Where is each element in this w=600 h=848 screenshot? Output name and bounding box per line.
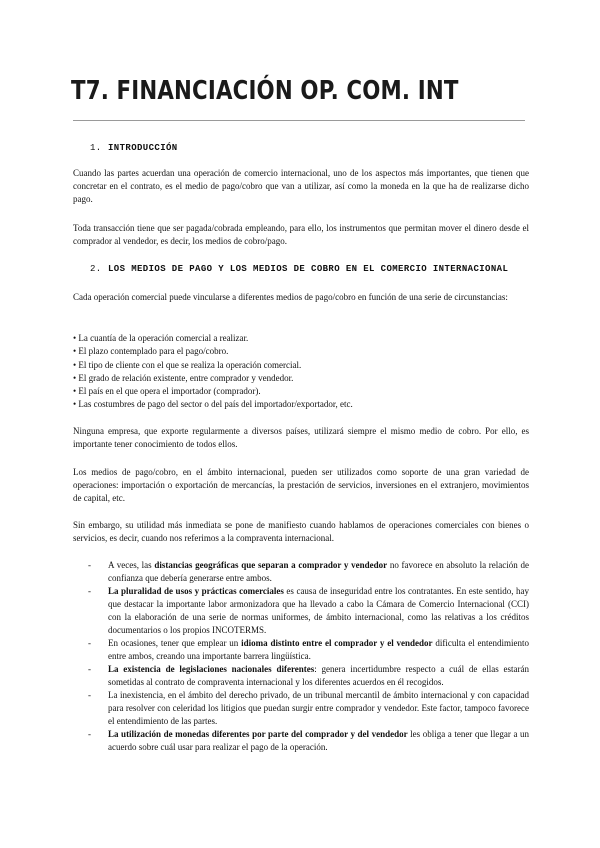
paragraph-intro-1: Cuando las partes acuerdan una operación de comercio internacional, uno de los aspectos más importantes, que tienen que concretar en el contrato, es el medio de pago/cobro que van a utilizar, así como la moneda en la que ha de realizarse dicho pago. — [73, 168, 529, 204]
paragraph-operations: Los medios de pago/cobro, en el ámbito internacional, pueden ser utilizados como soporte de una gran variedad de operaciones: importación o exportación de mercancías, la prestación de servicios, inversiones en el extranjero, movimientos de capital, etc. — [73, 467, 529, 503]
list-item: • El país en el que opera el importador (comprador). — [73, 386, 261, 397]
list-item: - En ocasiones, tener que emplear un idioma distinto entre el comprador y el vendedor dificulta el entendimiento entre ambos, creando una importante barrera lingüística. — [88, 638, 529, 661]
title-divider — [73, 120, 525, 121]
list-item: • El plazo contemplado para el pago/cobro. — [73, 346, 229, 357]
list-item: - La existencia de legislaciones nacionales diferentes: genera incertidumbre respecto a cuál de ellas estarán sometidas al contrato de compraventa internacional y los diferentes acuerdos en él recogidos. — [88, 664, 529, 687]
list-item: - La pluralidad de usos y prácticas comerciales es causa de inseguridad entre los contratantes. En este sentido, hay que destacar la importante labor armonizadora que ha llevado a cabo la Cámara de Comercio Internacional (CCI) con la elaboración de una serie de normas uniformes, de ámbito internacional, como las relativas a los créditos documentarios o los propios INCOTERMS. — [88, 586, 529, 635]
difficulties-list — [88, 559, 529, 754]
section-number: 2. — [90, 264, 102, 274]
section-heading-text: INTRODUCCIÓN — [108, 143, 178, 153]
list-item: • La cuantía de la operación comercial a realizar. — [73, 333, 249, 343]
list-item: • Las costumbres de pago del sector o del país del importador/exportador, etc. — [73, 399, 353, 410]
paragraph-same-medium: Ninguna empresa, que exporte regularmente a diversos países, utilizará siempre el mismo medio de cobro. Por ello, es importante tener conocimiento de todos ellos. — [73, 426, 529, 449]
list-item: - La inexistencia, en el ámbito del derecho privado, de un tribunal mercantil de ámbito internacional y con capacidad para resolver con celeridad los litigios que puedan surgir entre comprador y vendedor. Este factor, tampoco favorece el entendimiento de las partes. — [88, 690, 529, 726]
paragraph-intro-2: Toda transacción tiene que ser pagada/cobrada empleando, para ello, los instrumentos que permitan mover el dinero desde el comprador al vendedor, es decir, los medios de cobro/pago. — [73, 223, 529, 246]
paragraph-utility: Sin embargo, su utilidad más inmediata se pone de manifiesto cuando hablamos de operaciones comerciales con bienes o servicios, es decir, cuando nos referimos a la compraventa internacional. — [73, 520, 529, 543]
section-number: 1. — [90, 143, 102, 153]
section-heading-text: LOS MEDIOS DE PAGO Y LOS MEDIOS DE COBRO EN EL COMERCIO INTERNACIONAL — [108, 264, 509, 274]
document-title: T7. FINANCIACIÓN OP. COM. INT — [71, 76, 459, 106]
section-heading-1 — [90, 143, 178, 154]
list-item: - A veces, las distancias geográficas que separan a comprador y vendedor no favorece en absoluto la relación de confianza que debería generarse entre ambos. — [88, 560, 529, 583]
list-item: • El grado de relación existente, entre comprador y vendedor. — [73, 372, 294, 383]
paragraph-circumstances-intro: Cada operación comercial puede vincularse a diferentes medios de pago/cobro en función de una serie de circunstancias: — [73, 292, 508, 302]
circumstances-list — [73, 332, 529, 412]
section-heading-2 — [90, 264, 508, 275]
list-item: - La utilización de monedas diferentes por parte del comprador y del vendedor les obliga a tener que llegar a un acuerdo sobre cuál usar para realizar el pago de la operación. — [88, 729, 530, 752]
list-item: • El tipo de cliente con el que se realiza la operación comercial. — [73, 359, 302, 370]
